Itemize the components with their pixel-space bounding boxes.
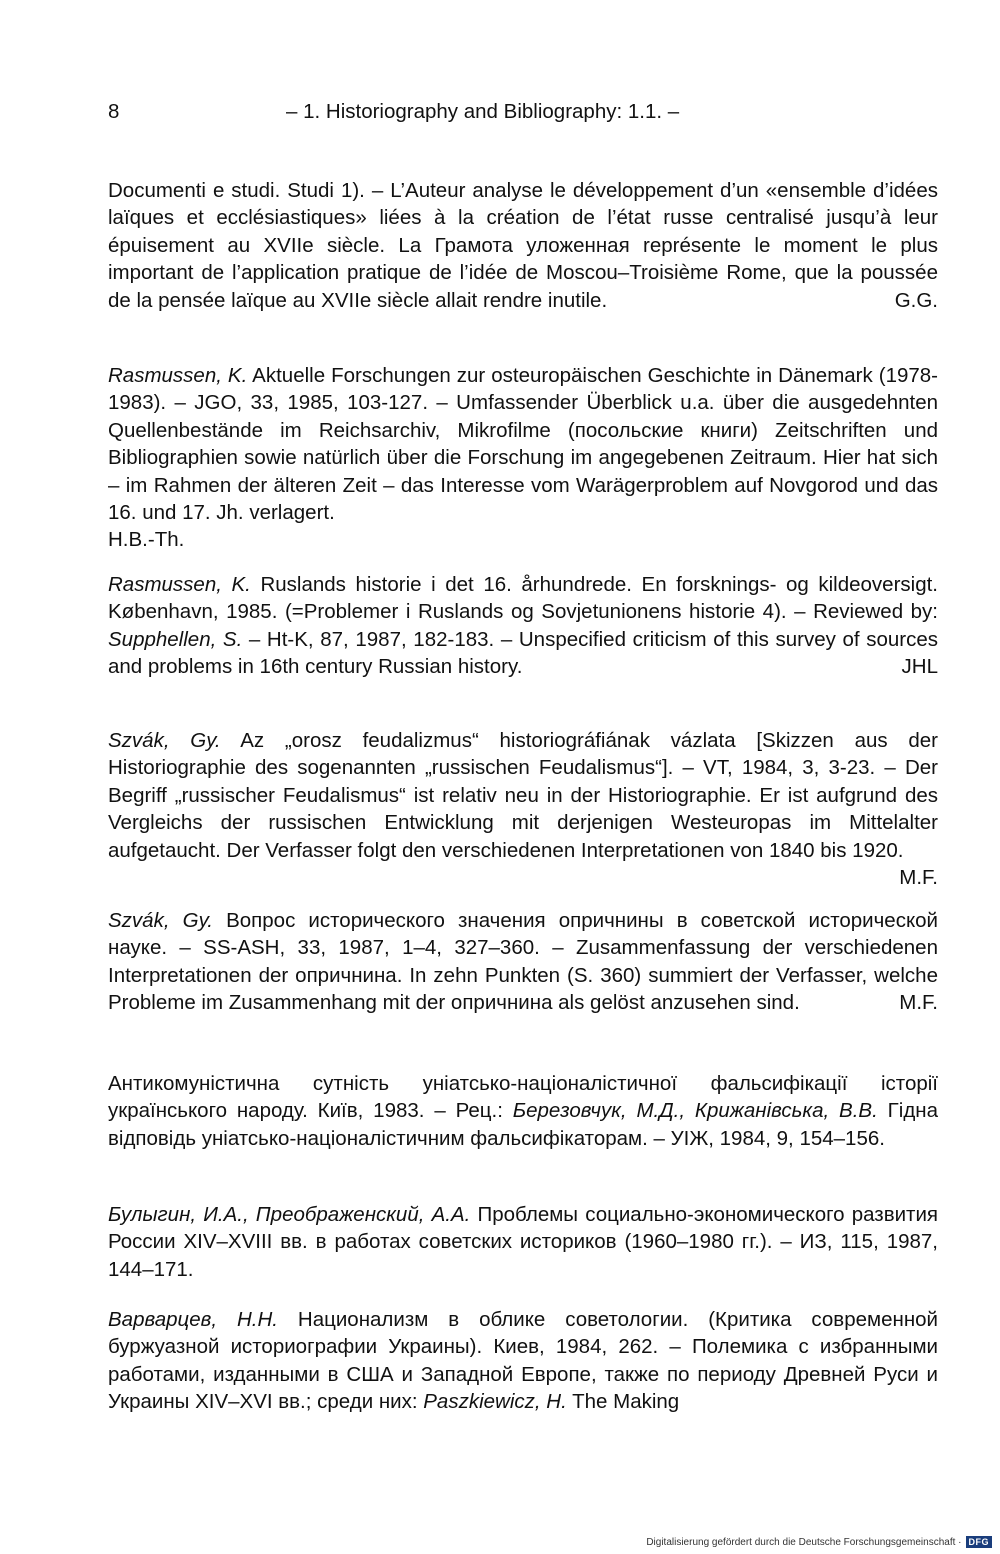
entry-reviewer: Березовчук, М.Д., Крижанівська, В.В.: [512, 1099, 878, 1123]
entry-text: Проблемы социально-экономического развития России XIV–XVIII вв. в работах советских историков (1960–1980 гг.). – ИЗ, 115, 1987, 144–171.: [108, 1203, 938, 1281]
entry-text: Documenti e studi. Studi 1). – L’Auteur analyse le développement d’un «ensemble d’idées laïques et ecclésiastiques» liées à la création de l’état russe centralisé jusqu’à leur épuisement au XVIIe siècle. La Грамота уложенная représente le moment le plus important de l’application pratique de l’idée de Moscou–Troisième Rome, que la poussée de la pensée laïque au XVIIe siècle allait rendre inutile.: [108, 179, 938, 312]
entry-text: The Making: [566, 1390, 680, 1414]
entry-bulygin: [108, 1201, 938, 1283]
entry-author: Szvák, Gy.: [108, 729, 221, 752]
footer-text: Digitalisierung gefördert durch die Deutsche Forschungsgemeinschaft ·: [646, 1536, 962, 1548]
entry-rasmussen-2: [108, 571, 938, 681]
reviewer-initials: JHL: [901, 655, 938, 679]
digitization-footer: [646, 1536, 992, 1548]
entry-text: Вопрос исторического значения опричнины в советской исторической науке. – SS-ASH, 33, 1987, 1–4, 327–360. – Zusammenfassung der verschiedenen Interpretationen der опричнина. In zehn Punkten (S. 360) summiert der Verfasser, welche Probleme im Zusammenhang mit der опричнина als gelöst anzusehen sind.: [108, 909, 938, 1015]
entry-text: Национализм в облике советологии. (Критика современной буржуазной историографии Украины). Киев, 1984, 262. – Полемика с избранными работами, изданными в США и Западной Европе, также по периоду Древней Руси и Украины XIV–XVI вв.; среди них:: [108, 1308, 938, 1414]
entry-author: Rasmussen, K.: [108, 573, 251, 596]
entry-text: Антикомуністична сутність уніатсько-націоналістичної фальсифікації історії українського народу. Київ, 1983. – Рец.:: [108, 1072, 938, 1123]
entry-text: Ruslands historie i det 16. århundrede. En forsknings- og kildeoversigt. København, 1985. (=Problemer i Ruslands og Sovjetunionens historie 4). – Reviewed by:: [108, 573, 938, 624]
entry-reviewer: Supphellen, S.: [108, 627, 243, 651]
entry-antikomunistychna: [108, 1070, 938, 1152]
entry-szvak-1: [108, 727, 938, 891]
entry-rasmussen-1: [108, 362, 938, 554]
reviewer-initials: M.F.: [899, 991, 938, 1015]
reviewer-initials: G.G.: [894, 288, 938, 312]
reviewer-initials: M.F.: [899, 866, 938, 890]
entry-varvartsev: [108, 1306, 938, 1416]
entry-text: Az „orosz feudalizmus“ historiográfiának vázlata [Skizzen aus der Historiographie des sogenannten „russischen Feudalismus“]. – VT, 1984, 3, 3-23. – Der Begriff „russischer Feudalismus“ ist relativ neu in der Historiographie. Er ist aufgrund des Vergleichs der russischen Entwicklung mit derjenigen Westeuropas im Mittelalter aufgetaucht. Der Verfasser folgt den verschiedenen Interpretationen von 1840 bis 1920.: [108, 729, 938, 862]
entry-text: Гідна відповідь уніатсько-націоналістичним фальсифікаторам. – УІЖ, 1984, 9, 154–156.: [108, 1099, 938, 1150]
entry-cited-author: Paszkiewicz, H.: [423, 1390, 567, 1414]
running-head: – 1. Historiography and Bibliography: 1.1. –: [286, 100, 680, 123]
entry-continuation: [108, 177, 938, 314]
reviewer-initials: H.B.-Th.: [108, 528, 185, 552]
page-number: 8: [108, 100, 120, 123]
entry-author: Варварцев, Н.Н.: [108, 1308, 278, 1331]
entry-text: Aktuelle Forschungen zur osteuropäischen Geschichte in Dänemark (1978-1983). – JGO, 33, 1985, 103-127. – Umfassender Überblick u.a. über die ausgedehnten Quellenbestände im Reichsarchiv, Mikrofilme (посольские книги) Zeitschriften und Bibliographien sowie natürlich über die Forschung im angegebenen Zeitraum. Hier hat sich – im Rahmen der älteren Zeit – das Interesse vom Warägerproblem auf Novgorod und das 16. und 17. Jh. verlagert.: [108, 364, 939, 525]
entry-author: Rasmussen, K.: [108, 364, 248, 387]
entry-author: Szvák, Gy.: [108, 909, 213, 932]
dfg-logo: DFG: [966, 1536, 993, 1548]
entry-text: – Ht-K, 87, 1987, 182-183. – Unspecified criticism of this survey of sources and problems in 16th century Russian history.: [108, 627, 938, 679]
entry-szvak-2: [108, 907, 938, 1017]
entry-author: Булыгин, И.А., Преображенский, А.А.: [108, 1203, 471, 1226]
